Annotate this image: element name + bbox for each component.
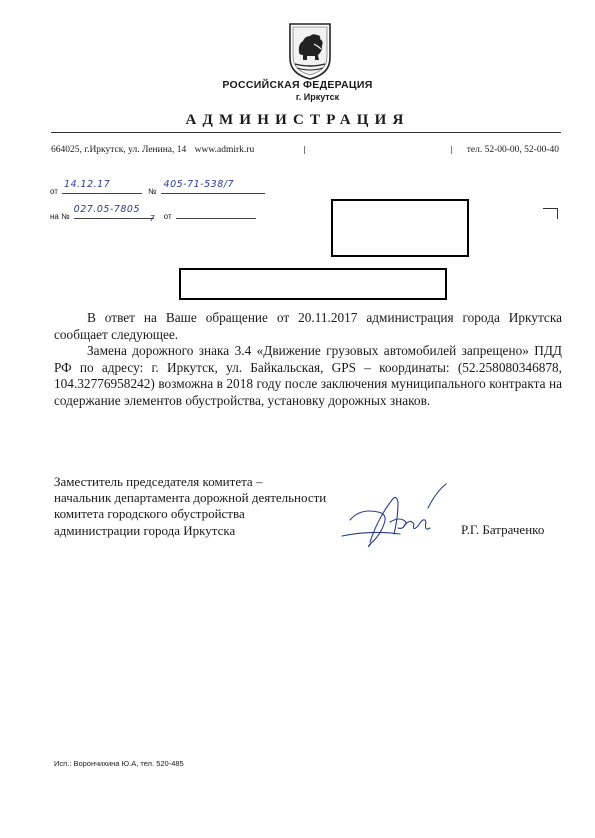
date-label: от [50, 187, 58, 196]
ref-number-suffix: 7 [149, 214, 156, 223]
position-line: администрации города Иркутска [54, 522, 236, 538]
handwritten-signature [340, 478, 450, 558]
header-divider [51, 132, 561, 133]
number-value: 405-71-538/7 [163, 179, 234, 190]
outgoing-registration [50, 181, 265, 199]
body-paragraph: В ответ на Ваше обращение от 20.11.2017 администрация города Иркутска сообщает следующее. [54, 310, 562, 342]
city-name: г. Иркутск [295, 92, 340, 102]
redacted-addressee-block [331, 199, 469, 257]
ref-date-field [176, 208, 256, 219]
phone-text: тел. 52-00-00, 52-00-40 [466, 145, 559, 155]
ref-date-label: от [163, 212, 172, 221]
separator-tick [304, 146, 305, 154]
date-value: 14.12.17 [63, 179, 111, 190]
signatory-name: Р.Г. Батраченко [461, 522, 545, 537]
body-paragraph: Замена дорожного знака 3.4 «Движение грузовых автомобилей запрещено» ПДД РФ по адресу: г. Иркутск, ул. Байкальская, GPS – координаты: (52.258080346878, 104.32776958242) возможна в 2018 году после заключения муниципального контракта на содержание элементов обустройства, установку дорожных знаков. [54, 343, 562, 408]
signatory-position [54, 474, 326, 539]
number-label: № [147, 187, 157, 196]
ref-number-field [73, 204, 156, 223]
ref-number-value: 027.05-7805 [73, 204, 141, 215]
contact-line [51, 145, 260, 155]
organization-title: АДМИНИСТРАЦИЯ [185, 112, 410, 128]
irkutsk-coat-of-arms-icon [288, 22, 332, 80]
address-text: 664025, г.Иркутск, ул. Ленина, 14 [51, 145, 187, 155]
redacted-salutation-block [179, 268, 447, 300]
position-line: Заместитель председателя комитета – [54, 474, 263, 489]
position-line: комитета городского обустройства [54, 506, 245, 522]
reference-registration [50, 206, 256, 224]
ref-label: на № [50, 212, 70, 221]
separator-tick [451, 146, 452, 154]
executor-note: Исп.: Ворончихина Ю.А, тел. 520-485 [54, 759, 184, 768]
position-line: начальник департамента дорожной деятельности [54, 490, 327, 506]
country-name: РОССИЙСКАЯ ФЕДЕРАЦИЯ [222, 79, 373, 91]
date-field [62, 179, 142, 194]
number-field [161, 179, 265, 194]
address-corner-mark [543, 208, 558, 219]
letter-body [54, 310, 562, 409]
website-link[interactable]: www.admirk.ru [194, 145, 255, 155]
